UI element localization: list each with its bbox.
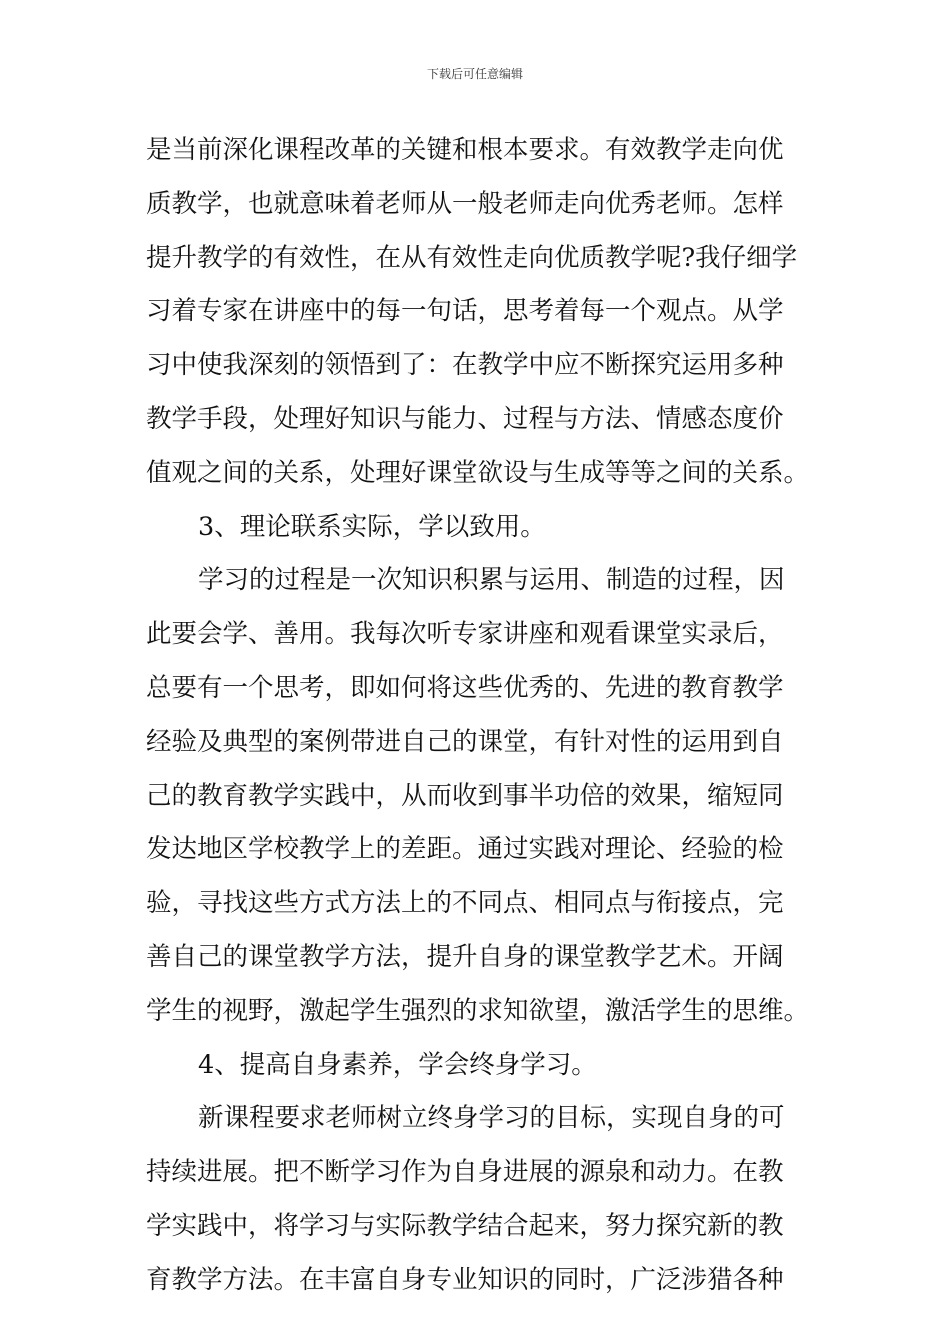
text-line: 持续进展。把不断学习作为自身进展的源泉和动力。在教	[146, 1157, 784, 1188]
text-line: 习着专家在讲座中的每一句话，思考着每一个观点。从学	[146, 296, 784, 327]
text-line: 验，寻找这些方式方法上的不同点、相同点与衔接点，完	[146, 888, 784, 919]
text-line: 善自己的课堂教学方法，提升自身的课堂教学艺术。开阔	[146, 941, 784, 972]
text-line: 质教学，也就意味着老师从一般老师走向优秀老师。怎样	[146, 188, 784, 219]
header-note: 下载后可任意编辑	[426, 67, 523, 81]
text-line: 发达地区学校教学上的差距。通过实践对理论、经验的检	[146, 834, 784, 865]
text-line: 己的教育教学实践中，从而收到事半功倍的效果，缩短同	[146, 780, 784, 811]
text-line: 此要会学、善用。我每次听专家讲座和观看课堂实录后，	[146, 619, 784, 650]
text-line: 提升教学的有效性，在从有效性走向优质教学呢?我仔细学	[146, 242, 798, 273]
body-text	[146, 124, 808, 1308]
paragraph-start: 学习的过程是一次知识积累与运用、制造的过程，因	[198, 565, 785, 596]
text-line: 总要有一个思考，即如何将这些优秀的、先进的教育教学	[146, 672, 784, 703]
text-line: 经验及典型的案例带进自己的课堂，有针对性的运用到自	[146, 726, 784, 757]
text-line: 习中使我深刻的领悟到了：在教学中应不断探究运用多种	[146, 350, 784, 381]
text-line: 教学手段，处理好知识与能力、过程与方法、情感态度价	[146, 403, 784, 434]
text-line: 育教学方法。在丰富自身专业知识的同时，广泛涉猎各种	[146, 1264, 784, 1295]
section-heading-4: 4、提高自身素养，学会终身学习。	[198, 1049, 597, 1080]
text-line: 是当前深化课程改革的关键和根本要求。有效教学走向优	[146, 135, 784, 165]
section-heading-3: 3、理论联系实际，学以致用。	[198, 511, 546, 542]
text-line: 学实践中，将学习与实际教学结合起来，努力探究新的教	[146, 1210, 784, 1241]
paragraph-start: 新课程要求老师树立终身学习的目标，实现自身的可	[198, 1103, 785, 1134]
text-line: 值观之间的关系，处理好课堂欲设与生成等等之间的关系。	[146, 457, 810, 488]
text-line: 学生的视野，激起学生强烈的求知欲望，激活学生的思维。	[146, 995, 810, 1026]
